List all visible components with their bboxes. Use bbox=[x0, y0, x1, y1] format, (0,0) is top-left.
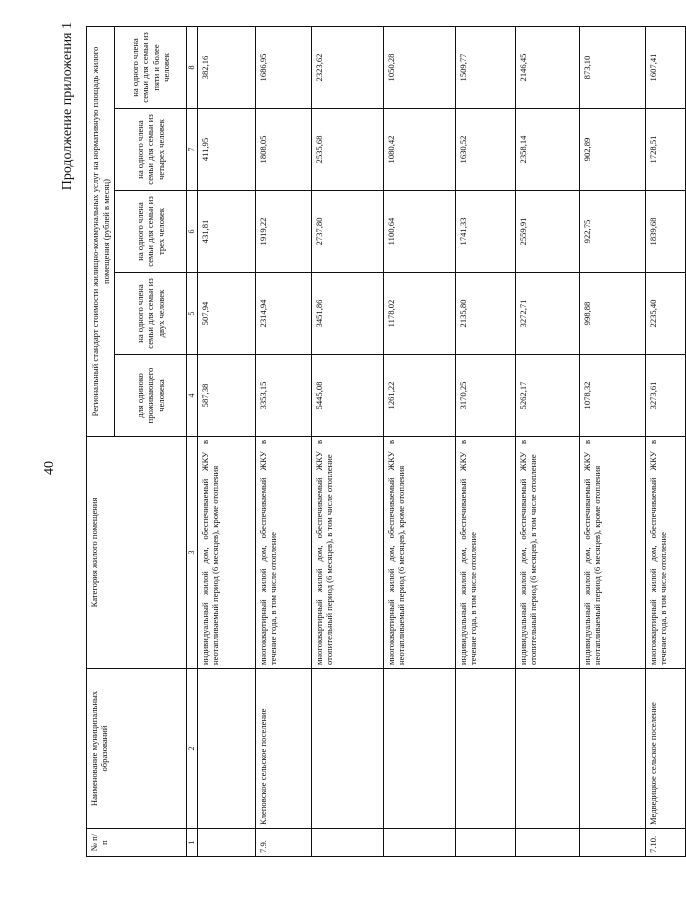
row-value: 922,75 bbox=[580, 191, 646, 273]
row-value: 1178,02 bbox=[384, 273, 456, 355]
column-index: 6 bbox=[187, 191, 198, 273]
row-value: 5445,08 bbox=[312, 355, 384, 437]
row-value: 1509,77 bbox=[456, 26, 516, 108]
row-value: 1261,22 bbox=[384, 355, 456, 437]
row-municipality bbox=[456, 669, 516, 829]
row-value: 1100,64 bbox=[384, 191, 456, 273]
row-value: 3451,86 bbox=[312, 273, 384, 355]
header-municipality: Наименование муниципальных образований bbox=[87, 669, 187, 829]
table-row bbox=[256, 26, 312, 856]
row-municipality: Клеповское сельское поселение bbox=[256, 669, 312, 829]
table-row bbox=[384, 26, 456, 856]
row-value: 1050,28 bbox=[384, 26, 456, 108]
row-value: 1919,22 bbox=[256, 191, 312, 273]
row-category: индивидуальный жилой дом, обеспечиваемый ЖКУ в течение года, в том числе отопление bbox=[456, 437, 516, 669]
row-num bbox=[384, 829, 456, 857]
row-value: 5262,17 bbox=[516, 355, 580, 437]
standard-cost-table bbox=[86, 26, 686, 857]
row-value: 1728,51 bbox=[646, 109, 686, 191]
row-value: 587,38 bbox=[198, 355, 256, 437]
row-value: 873,10 bbox=[580, 26, 646, 108]
header-col5: на одного члена семьи для семьи из двух человек bbox=[115, 273, 187, 355]
row-value: 431,81 bbox=[198, 191, 256, 273]
row-municipality bbox=[580, 669, 646, 829]
row-value: 3170,25 bbox=[456, 355, 516, 437]
row-municipality bbox=[312, 669, 384, 829]
row-municipality bbox=[516, 669, 580, 829]
row-value: 1078,32 bbox=[580, 355, 646, 437]
row-value: 2146,45 bbox=[516, 26, 580, 108]
row-value: 2535,68 bbox=[312, 109, 384, 191]
row-value: 1686,95 bbox=[256, 26, 312, 108]
row-value: 3273,61 bbox=[646, 355, 686, 437]
row-category: многоквартирный жилой дом, обеспечиваемый ЖКУ в неотапливаемый период (6 месяцев), кроме отопления bbox=[384, 437, 456, 669]
row-value: 3272,71 bbox=[516, 273, 580, 355]
row-value: 507,94 bbox=[198, 273, 256, 355]
row-value: 2559,91 bbox=[516, 191, 580, 273]
row-value: 998,88 bbox=[580, 273, 646, 355]
row-value: 2737,80 bbox=[312, 191, 384, 273]
header-col6: на одного члена семьи для семьи из трех человек bbox=[115, 191, 187, 273]
row-value: 1808,05 bbox=[256, 109, 312, 191]
row-category: индивидуальный жилой дом, обеспечиваемый ЖКУ в отопительный период (6 месяцев), в том числе отопление bbox=[516, 437, 580, 669]
row-num: 7.9. bbox=[256, 829, 312, 857]
table-row bbox=[646, 26, 686, 856]
row-value: 902,89 bbox=[580, 109, 646, 191]
column-index: 7 bbox=[187, 109, 198, 191]
table-row bbox=[580, 26, 646, 856]
row-value: 1839,68 bbox=[646, 191, 686, 273]
row-value: 2358,14 bbox=[516, 109, 580, 191]
row-municipality bbox=[384, 669, 456, 829]
table-row bbox=[456, 26, 516, 856]
row-value: 1630,52 bbox=[456, 109, 516, 191]
table-row bbox=[312, 26, 384, 856]
header-col8: на одного члена семьи для семьи из пяти и более человек bbox=[115, 26, 187, 108]
row-category: индивидуальный жилой дом, обеспечиваемый ЖКУ в неотапливаемый период (6 месяцев), кроме отопления bbox=[580, 437, 646, 669]
column-index-row bbox=[187, 26, 198, 856]
row-num: 7.10. bbox=[646, 829, 686, 857]
header-group-title: Региональный стандарт стоимости жилищно-коммунальных услуг на нормативную площадь жилого помещения (рублей в месяц) bbox=[87, 26, 115, 436]
row-value: 1080,42 bbox=[384, 109, 456, 191]
page-number: 40 bbox=[42, 461, 57, 475]
row-value: 411,95 bbox=[198, 109, 256, 191]
row-num bbox=[580, 829, 646, 857]
column-index: 3 bbox=[187, 437, 198, 669]
row-value: 2323,62 bbox=[312, 26, 384, 108]
column-index: 8 bbox=[187, 26, 198, 108]
row-num bbox=[198, 829, 256, 857]
row-municipality: Медведицкое сельское поселение bbox=[646, 669, 686, 829]
header-category: Категория жилого помещения bbox=[87, 437, 187, 669]
table-row bbox=[198, 26, 256, 856]
column-index: 1 bbox=[187, 829, 198, 857]
row-category: многоквартирный жилой дом, обеспечиваемый ЖКУ в течение года, в том числе отопление bbox=[256, 437, 312, 669]
row-num bbox=[516, 829, 580, 857]
row-value: 2135,80 bbox=[456, 273, 516, 355]
row-category: многоквартирный жилой дом, обеспечиваемый ЖКУ в течение года, в том числе отопление bbox=[646, 437, 686, 669]
row-value: 382,16 bbox=[198, 26, 256, 108]
row-value: 2235,40 bbox=[646, 273, 686, 355]
column-index: 5 bbox=[187, 273, 198, 355]
header-num: № п/п bbox=[87, 829, 187, 857]
header-col7: на одного члена семьи для семьи из четырех человек bbox=[115, 109, 187, 191]
row-value: 1741,33 bbox=[456, 191, 516, 273]
row-category: многоквартирный жилой дом, обеспечиваемый ЖКУ в отопительный период (6 месяцев), в том числе отопление bbox=[312, 437, 384, 669]
column-index: 2 bbox=[187, 669, 198, 829]
row-value: 3353,15 bbox=[256, 355, 312, 437]
column-index: 4 bbox=[187, 355, 198, 437]
row-num bbox=[456, 829, 516, 857]
row-category: индивидуальный жилой дом, обеспечиваемый ЖКУ в неотапливаемый период (6 месяцев), кроме отопления bbox=[198, 437, 256, 669]
row-value: 1607,41 bbox=[646, 26, 686, 108]
header-col4: для одиноко проживающего человека bbox=[115, 355, 187, 437]
appendix-continuation: Продолжение приложения 1 bbox=[60, 22, 75, 191]
row-num bbox=[312, 829, 384, 857]
row-value: 2314,94 bbox=[256, 273, 312, 355]
row-municipality bbox=[198, 669, 256, 829]
table-row bbox=[516, 26, 580, 856]
